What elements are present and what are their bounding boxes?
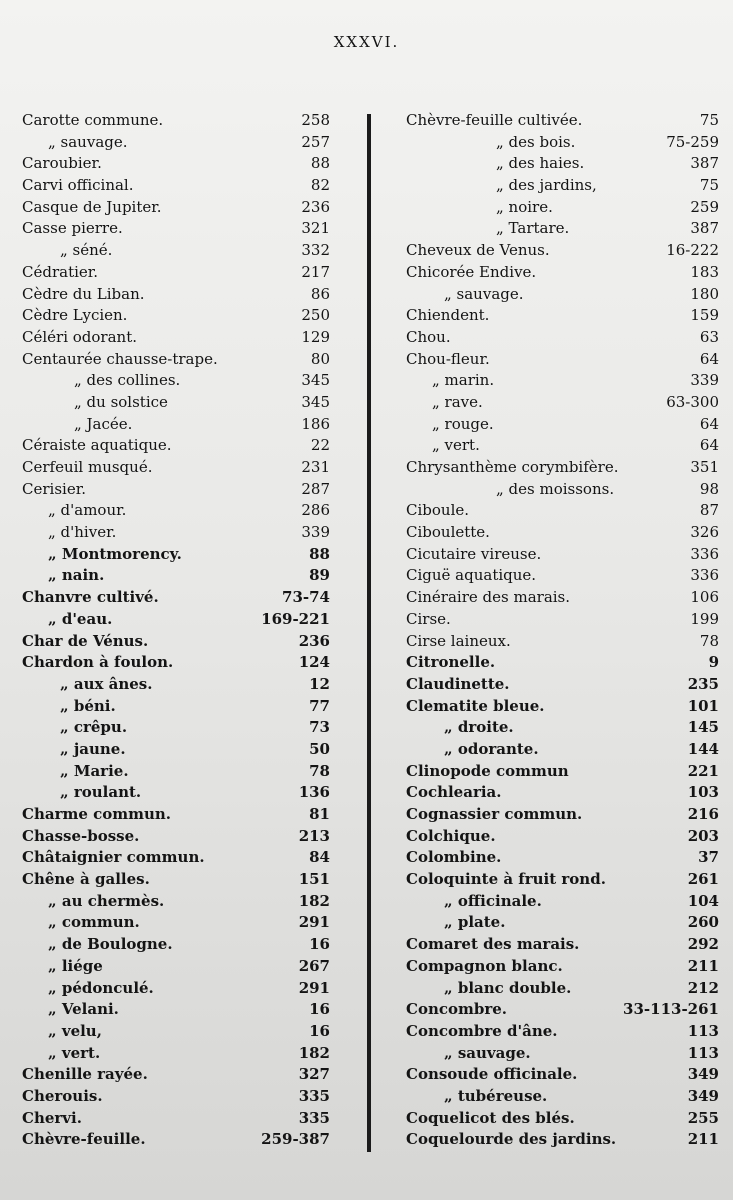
- entry-term: Chasse-bosse.: [22, 826, 140, 845]
- index-entry: [406, 978, 719, 1000]
- entry-term: Cinéraire des marais.: [406, 588, 571, 607]
- index-entry: [406, 587, 719, 609]
- index-entry: [22, 132, 330, 154]
- index-entry: [406, 1108, 719, 1130]
- entry-term: „ crêpu.: [60, 718, 128, 737]
- index-entry: [22, 891, 330, 913]
- index-entry: [406, 1064, 719, 1086]
- entry-pages: 255: [687, 1108, 719, 1127]
- index-entry: [22, 956, 330, 978]
- index-entry: [22, 696, 330, 718]
- entry-pages: 16: [309, 1021, 330, 1040]
- page-number: XXXVI.: [333, 33, 400, 51]
- index-entry: [406, 500, 719, 522]
- entry-term: Chenille rayée.: [22, 1065, 148, 1084]
- entry-pages: 80: [310, 349, 330, 368]
- entry-term: „ béni.: [60, 696, 116, 715]
- index-entry: [22, 1064, 330, 1086]
- entry-term: „ séné.: [60, 241, 113, 260]
- entry-term: „ des bois.: [496, 132, 576, 151]
- entry-term: „ des haies.: [496, 154, 585, 173]
- entry-pages: 339: [301, 523, 330, 542]
- index-entry: [22, 1108, 330, 1130]
- index-entry: [22, 500, 330, 522]
- index-entry: [22, 934, 330, 956]
- entry-term: „ aux ânes.: [60, 674, 153, 693]
- entry-pages: 286: [301, 501, 330, 520]
- entry-term: Compagnon blanc.: [406, 956, 563, 975]
- entry-pages: 387: [690, 219, 719, 238]
- entry-pages: 103: [687, 783, 719, 802]
- entry-term: Caroubier.: [22, 154, 102, 173]
- entry-term: „ au chermès.: [48, 891, 165, 910]
- index-entry: [22, 522, 330, 544]
- index-entry: [406, 999, 719, 1021]
- entry-pages: 64: [699, 414, 719, 433]
- entry-pages: 212: [687, 978, 719, 997]
- index-entry: [406, 305, 719, 327]
- index-entry: [22, 457, 330, 479]
- entry-pages: 22: [310, 436, 330, 455]
- entry-pages: 291: [298, 978, 330, 997]
- entry-pages: 236: [301, 197, 330, 216]
- index-entry: [22, 587, 330, 609]
- index-entry: [406, 240, 719, 262]
- index-entry: [22, 739, 330, 761]
- index-entry: [406, 1129, 719, 1151]
- entry-pages: 332: [301, 241, 330, 260]
- entry-pages: 88: [310, 154, 330, 173]
- entry-term: Châtaignier commun.: [22, 848, 205, 867]
- index-entry: [406, 262, 719, 284]
- index-entry: [406, 349, 719, 371]
- entry-pages: 345: [301, 392, 330, 411]
- entry-term: „ des moissons.: [496, 479, 615, 498]
- index-entry: [22, 978, 330, 1000]
- entry-term: Chèvre-feuille cultivée.: [406, 111, 583, 129]
- entry-term: Citronelle.: [406, 653, 496, 672]
- entry-pages: 211: [687, 1130, 719, 1149]
- index-entry: [406, 1086, 719, 1108]
- entry-pages: 261: [687, 870, 719, 889]
- entry-term: Claudinette.: [406, 674, 510, 693]
- index-entry: [22, 262, 330, 284]
- entry-pages: 258: [301, 111, 330, 129]
- entry-pages: 75: [699, 111, 719, 129]
- entry-term: Céraiste aquatique.: [22, 436, 172, 455]
- entry-term: Chardon à foulon.: [22, 653, 174, 672]
- index-entry: [406, 847, 719, 869]
- index-entry: [22, 869, 330, 891]
- index-entry: [22, 826, 330, 848]
- index-entry: [22, 153, 330, 175]
- entry-term: Casque de Jupiter.: [22, 197, 162, 216]
- entry-term: Charme commun.: [22, 805, 172, 823]
- entry-pages: 64: [699, 436, 719, 455]
- entry-term: „ plate.: [444, 913, 506, 932]
- index-entry: [22, 847, 330, 869]
- entry-pages: 349: [687, 1065, 719, 1084]
- entry-pages: 336: [690, 566, 719, 585]
- entry-term: „ d'amour.: [48, 501, 127, 520]
- index-entry: [22, 674, 330, 696]
- index-entry: [22, 110, 330, 132]
- entry-term: Chrysanthème corymbifère.: [406, 458, 619, 476]
- entry-term: „ sauvage.: [444, 1043, 531, 1062]
- entry-pages: 259: [690, 197, 719, 216]
- entry-term: „ vert.: [432, 436, 480, 455]
- index-column-right: [406, 110, 719, 1151]
- entry-term: Centaurée chausse-trape.: [22, 349, 218, 368]
- entry-term: Coquelicot des blés.: [406, 1108, 575, 1127]
- entry-pages: 349: [687, 1086, 719, 1105]
- entry-term: Cédratier.: [22, 262, 99, 281]
- entry-term: „ sauvage.: [48, 132, 128, 151]
- entry-term: Cerfeuil musqué.: [22, 458, 153, 476]
- entry-term: Clematite bleue.: [406, 696, 545, 715]
- entry-pages: 113: [687, 1021, 719, 1040]
- index-entry: [406, 826, 719, 848]
- index-entry: [22, 912, 330, 934]
- entry-pages: 159: [690, 306, 719, 325]
- entry-pages: 387: [690, 154, 719, 173]
- entry-term: Chèvre-feuille.: [22, 1130, 146, 1149]
- entry-pages: 106: [690, 588, 719, 607]
- entry-term: Chou.: [406, 327, 451, 346]
- entry-term: „ Velani.: [48, 1000, 119, 1019]
- entry-pages: 124: [298, 653, 330, 672]
- entry-term: Chicorée Endive.: [406, 262, 537, 281]
- index-entry: [406, 544, 719, 566]
- entry-term: „ des jardins,: [496, 176, 597, 195]
- entry-term: Ciboulette.: [406, 523, 490, 542]
- index-entry: [22, 565, 330, 587]
- index-entry: [22, 392, 330, 414]
- entry-pages: 63: [699, 327, 719, 346]
- entry-term: Chêne à galles.: [22, 870, 150, 889]
- entry-term: „ de Boulogne.: [48, 935, 173, 954]
- entry-term: Colchique.: [406, 826, 496, 845]
- entry-term: „ velu,: [48, 1021, 102, 1040]
- index-entry: [22, 240, 330, 262]
- entry-term: Chervi.: [22, 1108, 82, 1127]
- entry-term: „ des collines.: [74, 371, 181, 390]
- index-entry: [406, 565, 719, 587]
- entry-pages: 33-113-261: [623, 1000, 719, 1019]
- entry-pages: 75: [699, 176, 719, 195]
- entry-pages: 9: [708, 653, 719, 672]
- entry-pages: 78: [699, 631, 719, 650]
- index-entry: [406, 869, 719, 891]
- entry-pages: 351: [690, 458, 719, 476]
- entry-pages: 257: [301, 132, 330, 151]
- entry-pages: 216: [687, 805, 719, 823]
- entry-term: Cognassier commun.: [406, 805, 583, 823]
- entry-pages: 259-387: [261, 1130, 330, 1149]
- index-entry: [22, 349, 330, 371]
- entry-term: „ Tartare.: [496, 219, 570, 238]
- index-entry: [406, 1043, 719, 1065]
- entry-term: Carotte commune.: [22, 111, 164, 129]
- index-entry: [406, 522, 719, 544]
- entry-term: „ Jacée.: [74, 414, 133, 433]
- index-entry: [22, 327, 330, 349]
- entry-term: „ tubéreuse.: [444, 1086, 548, 1105]
- index-entry: [406, 761, 719, 783]
- entry-term: „ Marie.: [60, 761, 129, 780]
- index-entry: [22, 782, 330, 804]
- entry-pages: 336: [690, 544, 719, 563]
- entry-pages: 236: [298, 631, 330, 650]
- index-entry: [22, 197, 330, 219]
- index-entry: [22, 652, 330, 674]
- entry-pages: 129: [301, 327, 330, 346]
- entry-pages: 50: [309, 739, 330, 758]
- entry-pages: 101: [687, 696, 719, 715]
- entry-term: Cirse.: [406, 609, 451, 628]
- entry-term: „ rave.: [432, 392, 483, 411]
- entry-pages: 89: [309, 566, 330, 585]
- entry-pages: 16-222: [666, 241, 719, 260]
- entry-pages: 113: [687, 1043, 719, 1062]
- entry-term: Concombre.: [406, 1000, 508, 1019]
- index-entry: [406, 934, 719, 956]
- index-entry: [22, 370, 330, 392]
- entry-term: „ du solstice: [74, 392, 168, 411]
- index-entry: [406, 782, 719, 804]
- entry-term: „ roulant.: [60, 783, 142, 802]
- index-entry: [406, 479, 719, 501]
- entry-term: „ liége: [48, 956, 103, 975]
- index-entry: [22, 175, 330, 197]
- entry-pages: 211: [687, 956, 719, 975]
- index-entry: [22, 1043, 330, 1065]
- index-entry: [406, 457, 719, 479]
- entry-term: Comaret des marais.: [406, 935, 580, 954]
- index-entry: [22, 1021, 330, 1043]
- entry-term: Coquelourde des jardins.: [406, 1130, 617, 1149]
- entry-term: „ droite.: [444, 718, 514, 737]
- entry-term: Coloquinte à fruit rond.: [406, 870, 606, 889]
- entry-pages: 87: [699, 501, 719, 520]
- index-entry: [406, 912, 719, 934]
- index-entry: [406, 652, 719, 674]
- entry-pages: 203: [687, 826, 719, 845]
- index-column-left: [22, 110, 330, 1151]
- entry-pages: 73-74: [282, 588, 330, 607]
- entry-pages: 213: [298, 826, 330, 845]
- entry-pages: 86: [310, 284, 330, 303]
- entry-term: Céléri odorant.: [22, 327, 137, 346]
- entry-pages: 78: [309, 761, 330, 780]
- index-entry: [22, 999, 330, 1021]
- entry-pages: 64: [699, 349, 719, 368]
- index-entry: [406, 739, 719, 761]
- index-entry: [22, 631, 330, 653]
- entry-pages: 260: [687, 913, 719, 932]
- entry-term: „ officinale.: [444, 891, 542, 910]
- index-entry: [22, 804, 330, 826]
- entry-pages: 287: [301, 479, 330, 498]
- entry-pages: 335: [298, 1108, 330, 1127]
- entry-term: Cicutaire vireuse.: [406, 544, 542, 563]
- entry-term: „ pédonculé.: [48, 978, 154, 997]
- entry-term: Cheveux de Venus.: [406, 241, 550, 260]
- entry-pages: 169-221: [261, 609, 330, 628]
- index-entry: [22, 218, 330, 240]
- index-entry: [406, 804, 719, 826]
- entry-term: „ nain.: [48, 566, 105, 585]
- entry-term: „ Montmorency.: [48, 544, 182, 563]
- entry-pages: 339: [690, 371, 719, 390]
- index-entry: [22, 1086, 330, 1108]
- entry-pages: 182: [298, 1043, 330, 1062]
- entry-pages: 16: [309, 1000, 330, 1019]
- entry-term: Consoude officinale.: [406, 1065, 578, 1084]
- entry-term: Concombre d'âne.: [406, 1021, 558, 1040]
- index-entry: [406, 284, 719, 306]
- entry-term: „ d'hiver.: [48, 523, 117, 542]
- entry-term: Cèdre Lycien.: [22, 306, 128, 325]
- index-entry: [406, 414, 719, 436]
- entry-term: Cerisier.: [22, 479, 86, 498]
- index-entry: [406, 175, 719, 197]
- entry-term: „ jaune.: [60, 739, 126, 758]
- entry-pages: 37: [698, 848, 719, 867]
- index-entry: [406, 153, 719, 175]
- index-entry: [22, 717, 330, 739]
- entry-term: Casse pierre.: [22, 219, 123, 238]
- entry-term: „ rouge.: [432, 414, 494, 433]
- entry-pages: 88: [309, 544, 330, 563]
- entry-pages: 151: [298, 870, 330, 889]
- entry-pages: 81: [309, 805, 330, 823]
- entry-term: Clinopode commun: [406, 761, 569, 780]
- entry-pages: 145: [687, 718, 719, 737]
- entry-pages: 217: [301, 262, 330, 281]
- entry-term: Chiendent.: [406, 306, 490, 325]
- entry-pages: 186: [301, 414, 330, 433]
- entry-pages: 231: [301, 458, 330, 476]
- entry-term: Carvi officinal.: [22, 176, 134, 195]
- index-entry: [406, 631, 719, 653]
- index-entry: [22, 544, 330, 566]
- entry-pages: 77: [309, 696, 330, 715]
- entry-term: „ blanc double.: [444, 978, 572, 997]
- entry-pages: 267: [298, 956, 330, 975]
- index-entry: [406, 132, 719, 154]
- entry-term: Ciboule.: [406, 501, 470, 520]
- entry-pages: 144: [687, 739, 719, 758]
- entry-term: Cirse laineux.: [406, 631, 511, 650]
- entry-pages: 84: [309, 848, 330, 867]
- index-entry: [406, 696, 719, 718]
- entry-term: Colombine.: [406, 848, 502, 867]
- entry-pages: 63-300: [666, 392, 719, 411]
- entry-term: Char de Vénus.: [22, 631, 149, 650]
- index-entry: [22, 761, 330, 783]
- entry-pages: 183: [690, 262, 719, 281]
- entry-pages: 180: [690, 284, 719, 303]
- index-entry: [406, 435, 719, 457]
- entry-pages: 345: [301, 371, 330, 390]
- index-entry: [406, 674, 719, 696]
- index-entry: [22, 414, 330, 436]
- entry-pages: 98: [699, 479, 719, 498]
- entry-pages: 75-259: [666, 132, 719, 151]
- entry-term: „ odorante.: [444, 739, 539, 758]
- index-entry: [406, 110, 719, 132]
- index-entry: [22, 305, 330, 327]
- entry-term: Cèdre du Liban.: [22, 284, 145, 303]
- index-entry: [406, 218, 719, 240]
- entry-pages: 16: [309, 935, 330, 954]
- entry-pages: 321: [301, 219, 330, 238]
- index-entry: [406, 327, 719, 349]
- entry-pages: 291: [298, 913, 330, 932]
- index-entry: [22, 284, 330, 306]
- entry-term: „ commun.: [48, 913, 140, 932]
- entry-pages: 199: [690, 609, 719, 628]
- entry-term: „ marin.: [432, 371, 495, 390]
- index-entry: [406, 392, 719, 414]
- index-entry: [406, 197, 719, 219]
- index-entry: [406, 717, 719, 739]
- entry-term: „ vert.: [48, 1043, 101, 1062]
- index-entry: [22, 479, 330, 501]
- entry-pages: 250: [301, 306, 330, 325]
- entry-term: „ noire.: [496, 197, 553, 216]
- index-entry: [406, 956, 719, 978]
- entry-pages: 327: [298, 1065, 330, 1084]
- column-divider: [367, 114, 371, 1152]
- entry-pages: 292: [687, 935, 719, 954]
- entry-pages: 182: [298, 891, 330, 910]
- index-entry: [22, 609, 330, 631]
- entry-pages: 326: [690, 523, 719, 542]
- entry-pages: 82: [310, 176, 330, 195]
- entry-pages: 335: [298, 1086, 330, 1105]
- entry-pages: 221: [687, 761, 719, 780]
- entry-term: Chanvre cultivé.: [22, 588, 159, 607]
- entry-term: „ sauvage.: [444, 284, 524, 303]
- entry-pages: 73: [309, 718, 330, 737]
- entry-pages: 235: [687, 674, 719, 693]
- entry-term: Ciguë aquatique.: [406, 566, 537, 585]
- entry-term: „ d'eau.: [48, 609, 113, 628]
- index-entry: [22, 435, 330, 457]
- index-entry: [22, 1129, 330, 1151]
- index-entry: [406, 370, 719, 392]
- entry-term: Cochlearia.: [406, 783, 502, 802]
- entry-term: Chou-fleur.: [406, 349, 490, 368]
- entry-term: Cherouis.: [22, 1086, 103, 1105]
- entry-pages: 136: [298, 783, 330, 802]
- index-entry: [406, 1021, 719, 1043]
- entry-pages: 12: [309, 674, 330, 693]
- index-entry: [406, 609, 719, 631]
- index-entry: [406, 891, 719, 913]
- entry-pages: 104: [687, 891, 719, 910]
